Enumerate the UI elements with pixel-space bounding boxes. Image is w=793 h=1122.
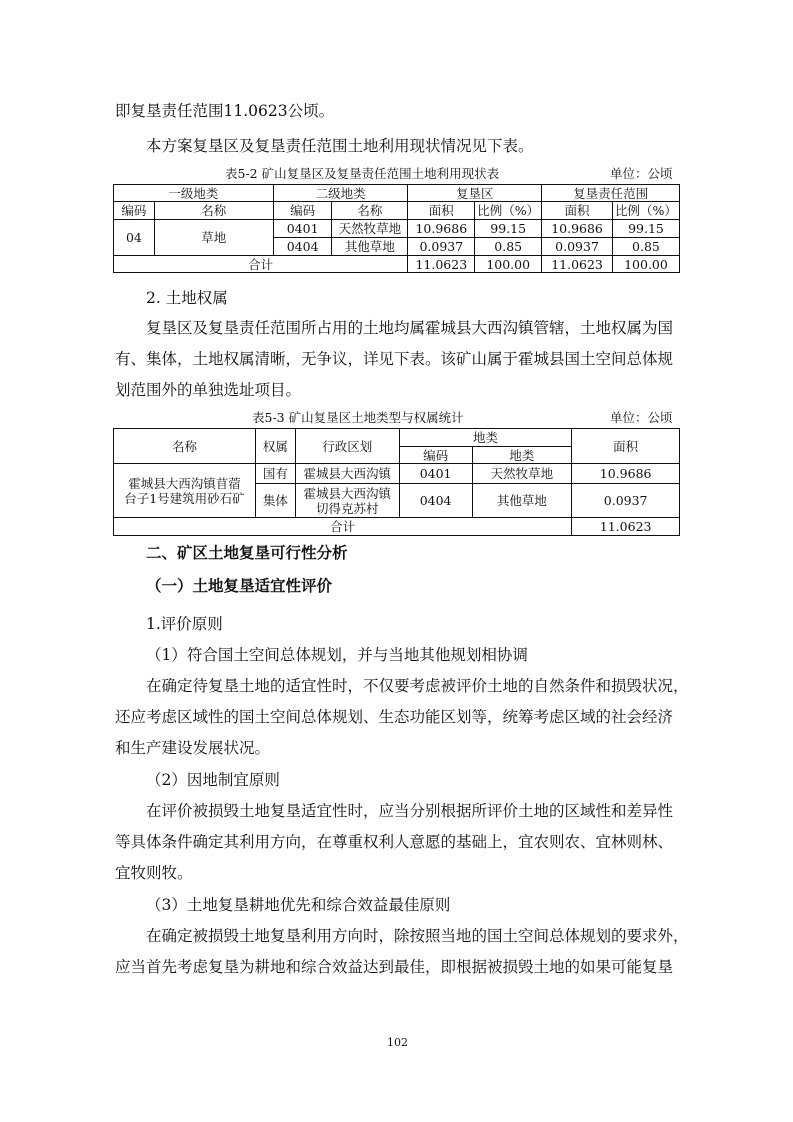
header-code: 编码 [273,202,332,220]
cell: 其他草地 [332,238,408,256]
cell: 10.9686 [542,220,613,238]
cell: 11.0623 [572,518,680,536]
cell: 11.0623 [542,256,613,273]
paragraph-line: 等具体条件确定其利用方向，在尊重权利人意愿的基础上，宜农则农、宜林则林、 [115,833,674,851]
table-row [114,220,680,238]
header-level2: 二级地类 [273,185,408,202]
cell: 草地 [154,220,273,256]
project-name-line: 台子1号建筑用砂石矿 [124,490,245,506]
header-responsibility-area: 复垦责任范围 [542,185,680,202]
header-area: 面积 [542,202,613,220]
paragraph-line: 还应考虑区域性的国土空间总体规划、生态功能区划等，统筹考虑区域的社会经济 [115,708,674,726]
paragraph-line: 和生产建设发展状况。 [115,739,271,757]
cell: 0401 [399,464,472,484]
cell: 0404 [399,484,472,518]
total-label: 合计 [114,256,408,273]
header-ownership: 权属 [255,429,295,464]
cell: 10.9686 [408,220,475,238]
paragraph-line: （2）因地制宜原则 [146,771,280,789]
header-land-type: 地类 [399,429,572,447]
header-area: 面积 [572,429,680,464]
header-code: 编码 [114,202,155,220]
cell: 99.15 [475,220,542,238]
cell: 0404 [273,238,332,256]
total-label: 合计 [114,518,572,536]
paragraph-line: 在确定待复垦土地的适宜性时，不仅要考虑被评价土地的自然条件和损毁状况， [146,677,689,695]
cell: 11.0623 [408,256,475,273]
table-caption: 表5-3 矿山复垦区土地类型与权属统计 [252,410,464,425]
cell: 其他草地 [472,484,572,518]
header-type: 地类 [472,447,572,464]
cell: 0.85 [612,238,679,256]
cell: 99.15 [612,220,679,238]
cell: 0.0937 [542,238,613,256]
header-level1: 一级地类 [114,185,274,202]
cell: 04 [114,220,155,256]
cell: 天然牧草地 [472,464,572,484]
paragraph-line: 在评价被损毁土地复垦适宜性时，应当分别根据所评价土地的区域性和差异性 [146,802,674,820]
cell: 集体 [255,484,295,518]
header-code: 编码 [399,447,472,464]
cell: 100.00 [475,256,542,273]
cell: 0.85 [475,238,542,256]
paragraph-line: 本方案复垦区及复垦责任范围土地利用现状情况见下表。 [146,137,534,155]
paragraph-line: （1）符合国土空间总体规划，并与当地其他规划相协调 [146,646,528,664]
table-total-row [114,256,680,273]
header-admin-division: 行政区划 [295,429,399,464]
paragraph-line: 复垦区及复垦责任范围所占用的土地均属霍城县大西沟镇管辖，土地权属为国 [146,319,674,337]
table-row [114,464,680,484]
land-use-table [113,184,680,273]
paragraph-line: （3）土地复垦耕地优先和综合效益最佳原则 [146,896,451,914]
header-ratio: 比例（%） [612,202,679,220]
header-name: 名称 [114,429,256,464]
header-name: 名称 [332,202,408,220]
table-unit: 单位：公顷 [610,166,673,181]
cell: 0401 [273,220,332,238]
page-number: 102 [387,1036,408,1049]
cell: 天然牧草地 [332,220,408,238]
paragraph-line: 即复垦责任范围11.0623公顷。 [115,102,335,120]
cell: 0.0937 [572,484,680,518]
table-caption: 表5-2 矿山复垦区及复垦责任范围土地利用现状表 [225,166,500,181]
paragraph-line: 在确定被损毁土地复垦利用方向时，除按照当地的国土空间总体规划的要求外， [146,927,689,945]
admin-line: 切得克苏村 [316,500,379,516]
header-area: 面积 [408,202,475,220]
paragraph-line: 划范围外的单独选址项目。 [115,381,302,399]
section-heading: 二、矿区土地复垦可行性分析 [146,544,348,562]
cell: 霍城县大西沟镇 [295,464,399,484]
project-name-line: 霍城县大西沟镇苜蓿 [128,475,241,491]
section-heading: 2. 土地权属 [146,289,228,307]
cell: 0.0937 [408,238,475,256]
header-reclaim-area: 复垦区 [408,185,542,202]
cell: 100.00 [612,256,679,273]
header-name: 名称 [154,202,273,220]
land-ownership-table [113,428,680,536]
paragraph-line: 宜牧则牧。 [115,864,193,882]
project-name-cell [114,464,256,518]
header-ratio: 比例（%） [475,202,542,220]
subsection-heading: （一）土地复垦适宜性评价 [146,577,333,595]
paragraph-line: 有、集体，土地权属清晰，无争议，详见下表。该矿山属于霍城县国土空间总体规 [115,350,674,368]
paragraph-line: 1.评价原则 [146,615,223,633]
table-unit: 单位：公顷 [610,410,673,425]
table-total-row [114,518,680,536]
admin-cell [295,484,399,518]
paragraph-line: 应当首先考虑复垦为耕地和综合效益达到最佳，即根据被损毁土地的如果可能复垦 [115,958,674,976]
cell: 10.9686 [572,464,680,484]
cell: 国有 [255,464,295,484]
admin-line: 霍城县大西沟镇 [303,485,392,501]
